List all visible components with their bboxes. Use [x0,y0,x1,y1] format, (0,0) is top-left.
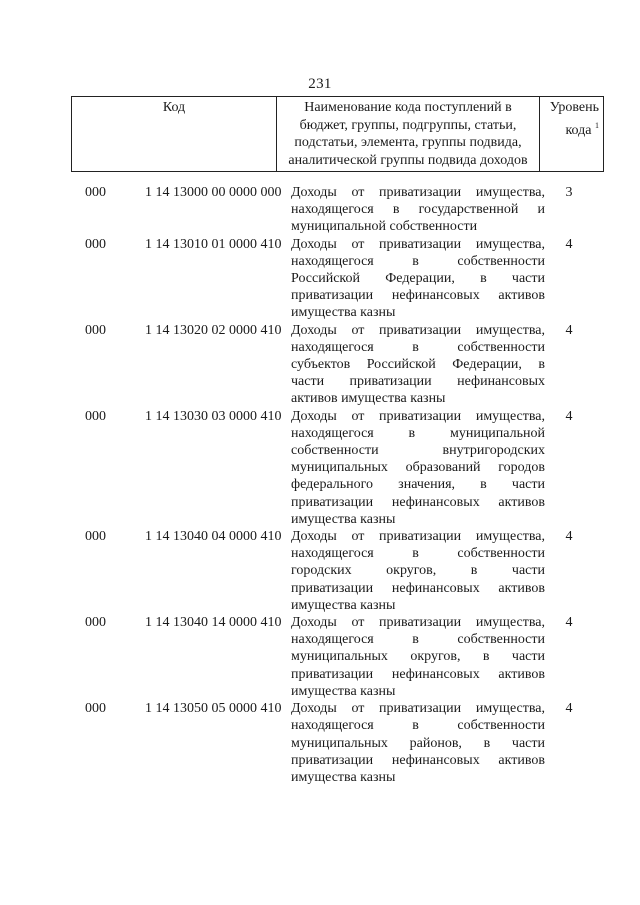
revenue-name-line: части приватизации нефинансовых [291,374,545,390]
revenue-name [291,408,545,528]
revenue-name [291,700,545,786]
admin-code: 000 [85,322,106,338]
revenue-name-line: собственности внутригородских [291,443,545,459]
revenue-name-line: находящегося в собственности [291,253,545,269]
table-header [71,96,604,172]
header-name-line: аналитической группы подвида доходов [288,152,528,168]
income-code-list [0,184,640,786]
header-level-line1: Уровень [549,100,599,115]
header-level-cell [540,97,604,172]
revenue-name-line: Доходы от приватизации имущества, [291,322,545,338]
revenue-name [291,614,545,700]
revenue-name-line: находящегося в государственной и [291,202,545,218]
page-number: 231 [308,76,332,92]
revenue-name-line: Доходы от приватизации имущества, [291,236,545,252]
revenue-name-line: имущества казны [291,597,396,613]
code-level: 4 [565,701,573,717]
header-name-cell [277,97,540,172]
revenue-code: 1 14 13020 02 0000 410 [145,322,282,338]
revenue-name-line: приватизации нефинансовых активов [291,752,545,768]
table-row [0,700,640,786]
revenue-name-line: имущества казны [291,769,396,785]
revenue-name-line: приватизации нефинансовых активов [291,666,545,682]
revenue-name-line: муниципальных образований городов [291,460,545,476]
revenue-code: 1 14 13030 03 0000 410 [145,408,282,424]
revenue-name-line: субъектов Российской Федерации, в [291,357,545,373]
revenue-name-line: находящегося в собственности [291,339,545,355]
revenue-name-line: имущества казны [291,683,396,699]
table-row [0,236,640,322]
revenue-code: 1 14 13010 01 0000 410 [145,236,282,252]
header-name-line: подстатьи, элемента, группы подвида, [294,135,522,150]
revenue-name [291,322,545,408]
revenue-name-line: Доходы от приватизации имущества, [291,615,545,631]
header-code-label: Код [162,100,186,115]
revenue-name-line: приватизации нефинансовых активов [291,494,545,510]
footnote-marker: 1 [595,120,599,130]
header-name-line: Наименование кода поступлений в [304,100,512,115]
table-row [0,322,640,408]
revenue-name-line: имущества казны [291,305,396,321]
header-name-line: бюджет, группы, подгруппы, статьи, [299,117,517,133]
revenue-name-line: Доходы от приватизации имущества, [291,529,545,545]
admin-code: 000 [85,529,106,545]
table-row [0,408,640,528]
revenue-name-line: активов имущества казны [291,391,446,407]
code-level: 4 [565,236,573,252]
revenue-name [291,528,545,614]
revenue-name-line: федерального значения, в части [291,477,545,493]
table-row [0,528,640,614]
revenue-name-line: городских округов, в части [291,563,545,579]
admin-code: 000 [85,185,106,200]
admin-code: 000 [85,701,106,717]
revenue-name-line: приватизации нефинансовых активов [291,580,545,596]
code-level: 4 [565,529,573,545]
revenue-name-line: муниципальных районов, в части [291,735,545,751]
table-row [0,614,640,700]
revenue-name-line: имущества казны [291,511,396,527]
revenue-code: 1 14 13050 05 0000 410 [145,701,282,717]
header-level-line2: кода [565,122,592,138]
revenue-name [291,184,545,236]
code-level: 4 [565,615,573,631]
code-level: 4 [565,408,573,424]
revenue-name-line: Доходы от приватизации имущества, [291,185,545,200]
revenue-name-line: Доходы от приватизации имущества, [291,701,545,717]
revenue-name-line: находящегося в муниципальной [291,425,545,441]
revenue-name-line: муниципальной собственности [291,219,478,235]
revenue-name-line: находящегося в собственности [291,632,545,648]
revenue-name-line: Российской Федерации, в части [291,271,545,287]
header-code-cell [72,97,277,172]
revenue-name-line: муниципальных округов, в части [291,649,545,665]
revenue-name-line: приватизации нефинансовых активов [291,288,545,304]
code-level: 3 [565,185,573,200]
revenue-code: 1 14 13040 04 0000 410 [145,529,282,545]
admin-code: 000 [85,615,106,631]
admin-code: 000 [85,408,106,424]
revenue-name [291,236,545,322]
revenue-name-line: находящегося в собственности [291,718,545,734]
table-row [0,184,640,236]
revenue-code: 1 14 13000 00 0000 000 [145,185,282,200]
code-level: 4 [565,322,573,338]
revenue-name-line: находящегося в собственности [291,546,545,562]
revenue-code: 1 14 13040 14 0000 410 [145,615,282,631]
revenue-name-line: Доходы от приватизации имущества, [291,408,545,424]
admin-code: 000 [85,236,106,252]
